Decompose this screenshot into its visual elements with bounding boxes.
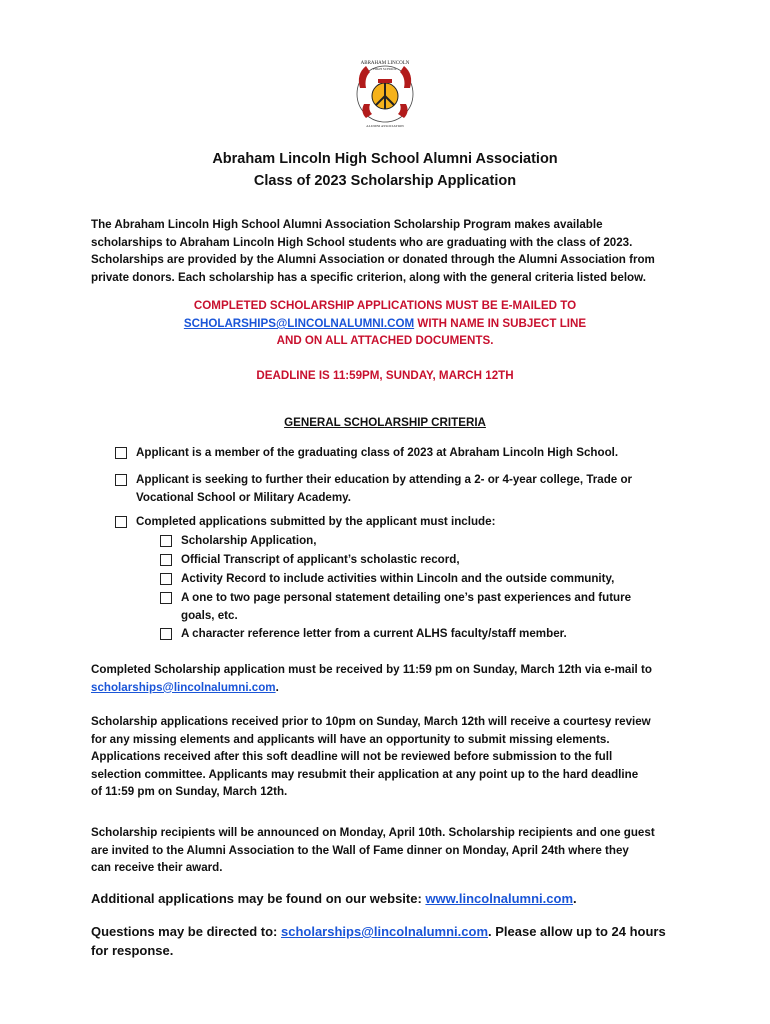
criteria-checkbox-1[interactable] <box>115 447 127 459</box>
sub-checkbox-5[interactable] <box>160 628 172 640</box>
recipients-line: are invited to the Alumni Association to the Wall of Fame dinner on Monday, April 24th where they <box>91 843 629 857</box>
review-paragraph <box>91 713 691 801</box>
questions-paragraph <box>91 922 691 960</box>
logo-top-text: ABRAHAM LINCOLN <box>360 61 410 66</box>
received-line <box>91 679 691 697</box>
email-notice-line2 <box>0 315 770 333</box>
intro-paragraph <box>91 216 681 286</box>
recipients-line: Scholarship recipients will be announced on Monday, April 10th. Scholarship recipients and one guest <box>91 826 655 839</box>
sub-item-4-line: goals, etc. <box>181 608 238 622</box>
criteria-item-2-line: Vocational School or Military Academy. <box>136 490 351 504</box>
questions-email-link[interactable]: scholarships@lincolnalumni.com <box>281 924 488 939</box>
website-link[interactable]: www.lincolnalumni.com <box>425 891 574 906</box>
document-title: Abraham Lincoln High School Alumni Association <box>212 151 558 167</box>
received-paragraph <box>91 661 691 696</box>
sub-checkbox-2[interactable] <box>160 554 172 566</box>
email-notice-line3: AND ON ALL ATTACHED DOCUMENTS. <box>276 334 494 347</box>
additional-period: . <box>573 891 577 906</box>
criteria-item-1: Applicant is a member of the graduating class of 2023 at Abraham Lincoln High School. <box>136 446 619 459</box>
sub-item-4-line: A one to two page personal statement detailing one’s past experiences and future <box>181 591 632 604</box>
scholarships-email-link[interactable]: scholarships@lincolnalumni.com <box>91 680 276 694</box>
questions-line2: for response. <box>91 943 174 958</box>
questions-rest: . Please allow up to 24 hours <box>488 924 666 939</box>
sub-item-1: Scholarship Application, <box>181 534 317 547</box>
deadline-notice: DEADLINE IS 11:59PM, SUNDAY, MARCH 12TH <box>256 369 514 382</box>
additional-text: Additional applications may be found on our website: <box>91 891 426 906</box>
additional-applications-line <box>91 889 691 908</box>
review-line: Applications received after this soft deadline will not be reviewed before submission to the full <box>91 750 613 764</box>
sub-checkbox-4[interactable] <box>160 592 172 604</box>
school-crest-logo <box>352 54 418 130</box>
sub-item-4 <box>181 589 631 624</box>
email-notice-line1: COMPLETED SCHOLARSHIP APPLICATIONS MUST BE E-MAILED TO <box>193 299 577 312</box>
intro-line: The Abraham Lincoln High School Alumni Association Scholarship Program makes available <box>91 218 603 231</box>
document-subtitle: Class of 2023 Scholarship Application <box>253 173 517 189</box>
notice-subject-text: WITH NAME IN SUBJECT LINE <box>414 317 587 330</box>
review-line: for any missing elements and applicants will have an opportunity to submit missing elements. <box>91 732 610 746</box>
intro-line: Scholarships are provided by the Alumni Association or donated through the Alumni Association from <box>91 253 655 267</box>
logo-bottom-text: ALUMNI ASSOCIATION <box>366 124 404 128</box>
scholarships-email-link-caps[interactable]: SCHOLARSHIPS@LINCOLNALUMNI.COM <box>183 317 415 330</box>
criteria-checkbox-3[interactable] <box>115 516 127 528</box>
intro-line: private donors. Each scholarship has a specific criterion, along with the general criteria listed below. <box>91 270 646 284</box>
questions-line <box>91 922 691 941</box>
received-period: . <box>275 680 279 694</box>
review-line: selection committee. Applicants may resubmit their application at any point up to the hard deadline <box>91 767 639 781</box>
received-line: Completed Scholarship application must be received by 11:59 pm on Sunday, March 12th via e-mail to <box>91 663 652 676</box>
criteria-item-2 <box>136 471 632 506</box>
sub-item-5: A character reference letter from a current ALHS faculty/staff member. <box>181 627 567 640</box>
review-line: Scholarship applications received prior to 10pm on Sunday, March 12th will receive a courtesy review <box>91 715 651 728</box>
criteria-checkbox-2[interactable] <box>115 474 127 486</box>
criteria-item-3: Completed applications submitted by the applicant must include: <box>136 515 496 528</box>
sub-item-2: Official Transcript of applicant’s scholastic record, <box>181 553 460 566</box>
questions-text: Questions may be directed to: <box>91 924 281 939</box>
sub-checkbox-1[interactable] <box>160 535 172 547</box>
review-line: of 11:59 pm on Sunday, March 12th. <box>91 785 288 799</box>
logo-mid-text: HIGH SCHOOL <box>373 67 397 71</box>
criteria-item-2-line: Applicant is seeking to further their education by attending a 2- or 4-year college, Trade or <box>136 473 633 486</box>
recipients-line: can receive their award. <box>91 861 223 875</box>
recipients-paragraph <box>91 824 691 877</box>
sub-checkbox-3[interactable] <box>160 573 172 585</box>
intro-line: scholarships to Abraham Lincoln High School students who are graduating with the class of 2023. <box>91 235 633 249</box>
criteria-heading: GENERAL SCHOLARSHIP CRITERIA <box>284 416 486 429</box>
sub-item-3: Activity Record to include activities within Lincoln and the outside community, <box>181 572 615 585</box>
